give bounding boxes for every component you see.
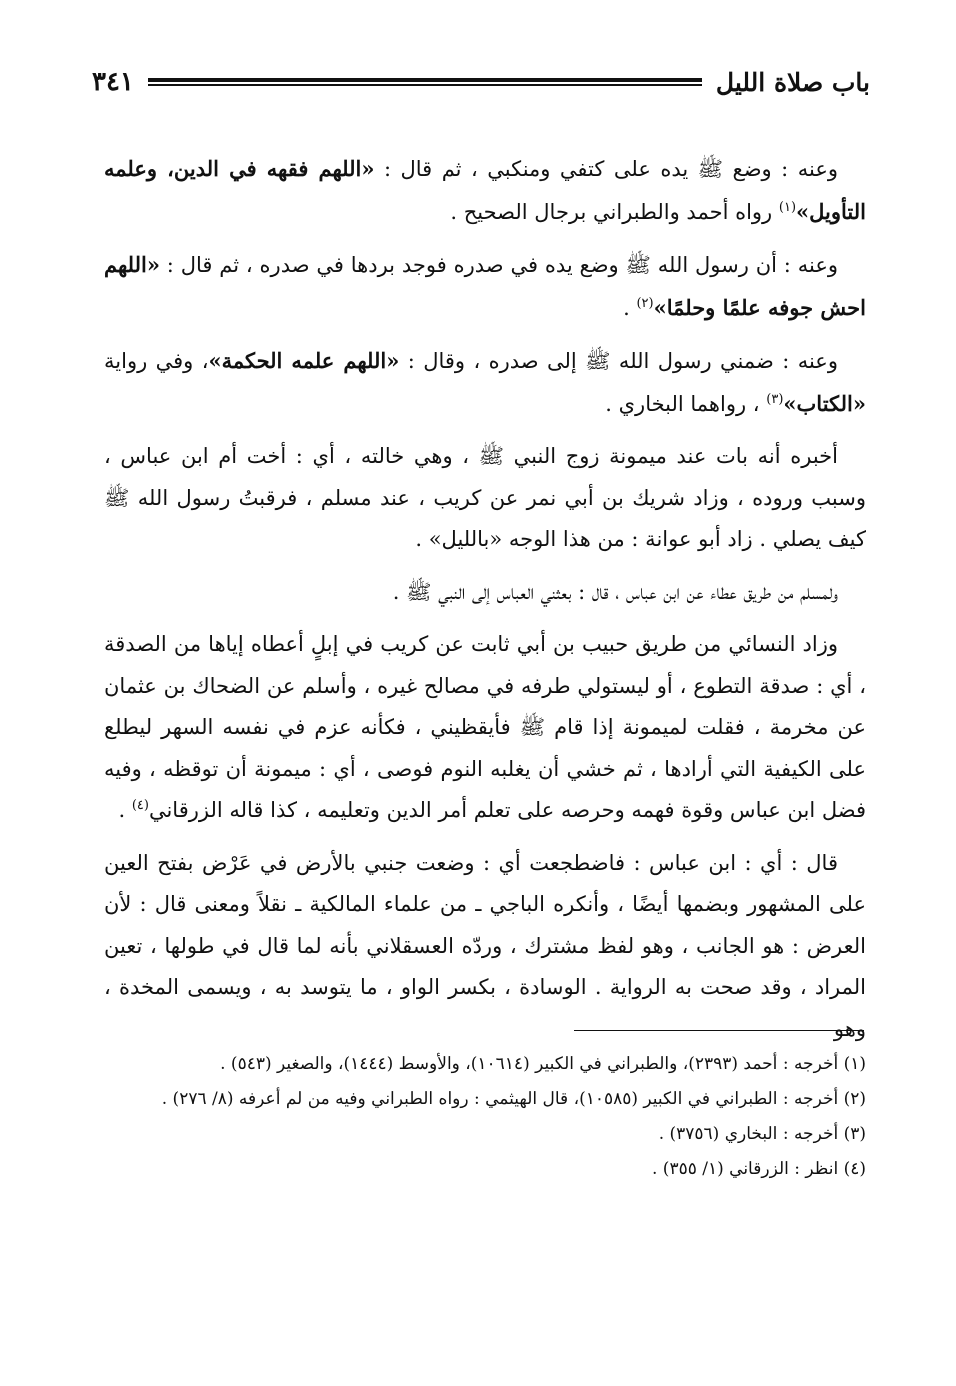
footnote-ref: (١): [778, 199, 797, 215]
text-segment: .: [623, 295, 637, 320]
footnote: (١) أخرجه : أحمد (٢٣٩٣)، والطبراني في الكبير (١٠٦١٤)، والأوسط (١٤٤٤)، والصغير (٥٤٣) .: [220, 1054, 866, 1074]
body-text: [104, 148, 866, 1061]
footnote-ref: (٤): [131, 798, 149, 813]
text-segment: .: [118, 798, 132, 822]
footnote-ref: (٢): [636, 295, 654, 311]
text-segment: ، رواهما البخاري .: [605, 391, 767, 416]
paragraph: [104, 436, 866, 561]
paragraph: [104, 340, 866, 425]
footnote: (٢) أخرجه : الطبراني في الكبير (١٠٥٨٥)، قال الهيثمي : رواه الطبراني وفيه من لم أعرفه (٨/ ٢٧٦) .: [161, 1089, 866, 1109]
footnote: (٣) أخرجه : البخاري (٣٧٥٦) .: [658, 1124, 866, 1144]
text-segment: رواه أحمد والطبراني برجال الصحيح .: [450, 199, 779, 224]
footnote-ref: (٣): [766, 391, 784, 407]
text-segment: وعنه : أن رسول الله ﷺ وضع يده في صدره فوجد بردها في صدره ، ثم قال :: [159, 253, 838, 277]
paragraph: [104, 624, 866, 832]
text-segment: وعنه : ضمني رسول الله ﷺ إلى صدره ، وقال :: [399, 349, 838, 373]
quoted-text: «اللهم علمه الحكمة»: [208, 348, 400, 373]
paragraph: [104, 572, 866, 614]
text-segment: وزاد النسائي من طريق حبيب بن أبي ثابت عن كريب في إبلٍ أعطاه إياها من الصدقة ، أي : صدقة التطوع ، أو ليستولي طرفه في مصالح غيره ، وأسلم عن الضحاك بن عثمان عن مخرمة ، فقلت لميمونة إذا قام ﷺ فأيقظيني ، فكأنه عزم في نفسه السهر ليطلع على الكيفية التي أرادها ، ثم خشي أن يغلبه النوم فوصى ، أي : ميمونة أن توقظه ، وفيه فضل ابن عباس وقوة فهمه وحرصه على تعلم أمر الدين وتعليمه ، كذا قاله الزرقاني: [104, 632, 866, 822]
chapter-title: باب صلاة الليل: [715, 67, 870, 97]
text-segment: وعنه : وضع ﷺ يده على كتفي ومنكبي ، ثم قال :: [374, 157, 838, 181]
footnotes: [104, 1048, 866, 1188]
text-segment: أخبره أنه بات عند ميمونة زوج النبي ﷺ ، وهي خالته ، أي : أخت أم ابن عباس ، وسبب وروده ، وزاد شريك بن أبي نمر عن كريب ، عند مسلم ، فرقبتُ رسول الله ﷺ كيف يصلي . زاد أبو عوانة : من هذا الوجه «بالليل» .: [104, 444, 866, 551]
quoted-text: «اللهم فقهه في الدين، وعلمه التأويل»: [104, 156, 866, 224]
paragraph: [104, 244, 866, 329]
text-segment: ولمسلم من طريق عطاء عن ابن عباس ، قال : بعثني العباس إلى النبي ﷺ .: [392, 579, 838, 604]
quoted-text: «الكتاب»: [783, 390, 866, 416]
text-segment: ، وفي رواية: [104, 349, 209, 373]
running-header: [92, 62, 870, 102]
footnote-separator: [574, 1030, 864, 1031]
quoted-text: «اللهم احش جوفه علمًا وحلمًا»: [104, 252, 866, 320]
paragraph: [104, 148, 866, 233]
paragraph: [104, 843, 866, 1051]
text-segment: قال : أي : ابن عباس : فاضطجعت أي : وضعت جنبي بالأرض في عَرْض بفتح العين على المشهور وبضمها أيضًا ، وأنكره الباجي ـ من علماء المالكية ـ نقلاً ومعنى قال : لأن العرض : هو الجانب ، وهو لفظ مشترك ، وردّه العسقلاني بأنه لما قال في طولها ، تعين المراد ، وقد صحت به الرواية . الوسادة ، بكسر الواو ، ما يتوسد به ، ويسمى المخدة ، وهو: [104, 850, 866, 1041]
page-number: ٣٤١: [92, 67, 134, 97]
header-rule: [148, 78, 702, 86]
footnote: (٤) انظر : الزرقاني (١/ ٣٥٥) .: [651, 1159, 866, 1179]
